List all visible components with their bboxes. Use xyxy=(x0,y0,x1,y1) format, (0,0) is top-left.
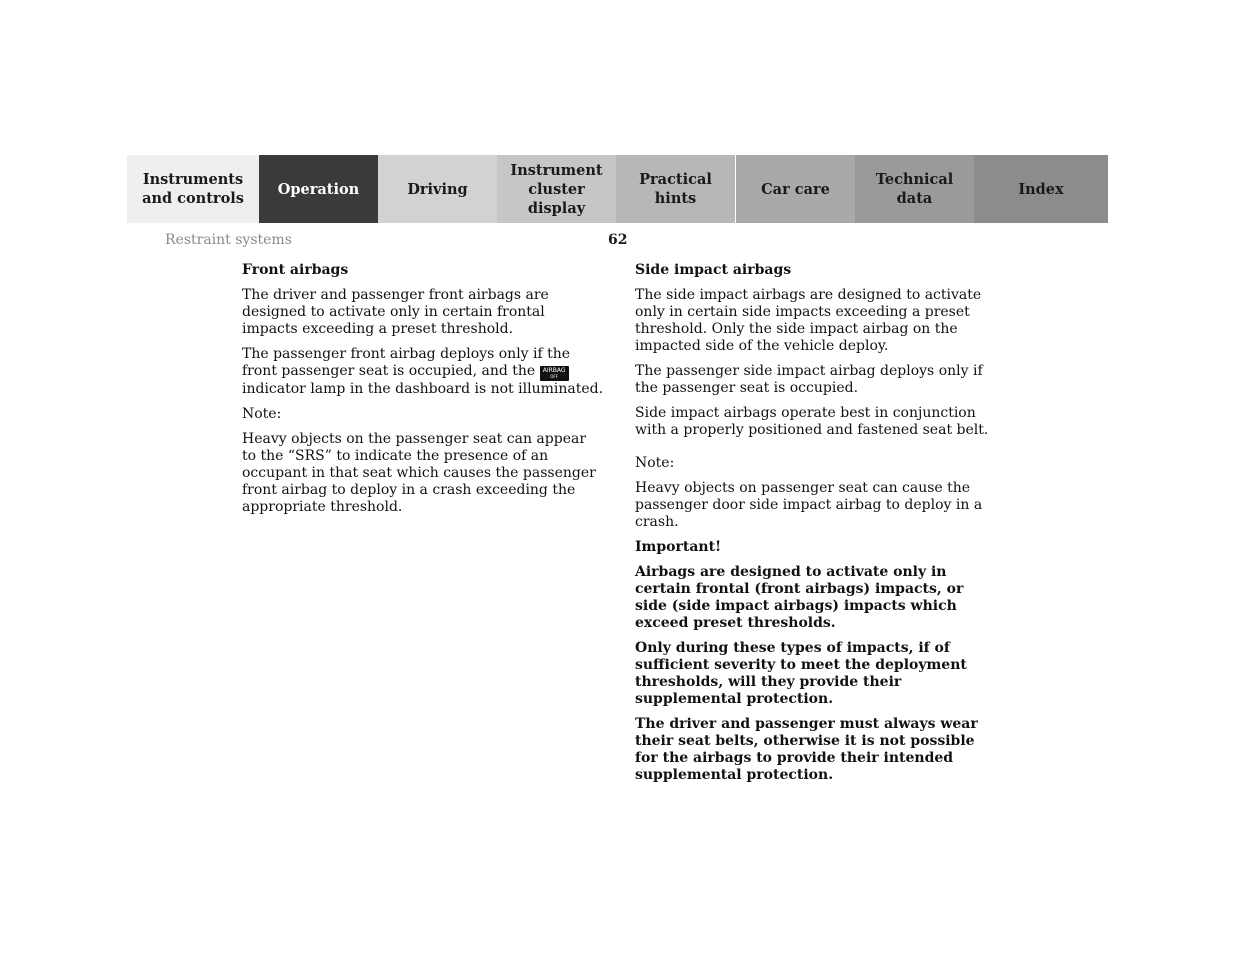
important-paragraph-3: The driver and passenger must always wear their seat belts, otherwise it is not possible for the airbags to provide their intended supplemental protection. xyxy=(635,716,978,783)
tab-operation[interactable]: Operation xyxy=(259,155,378,223)
side-impact-airbags-heading: Side impact airbags xyxy=(635,262,792,278)
tab-practical-hints[interactable]: Practical hints xyxy=(616,155,736,223)
tab-car-care[interactable]: Car care xyxy=(736,155,855,223)
page-number: 62 xyxy=(608,232,628,248)
side-airbags-paragraph-3: Side impact airbags operate best in conjunction with a properly positioned and fastened seat belt. xyxy=(635,405,989,438)
tab-driving[interactable]: Driving xyxy=(378,155,497,223)
airbag-icon-label: AIRBAG xyxy=(542,367,566,374)
passenger-airbag-text-start: The passenger front airbag deploys only if the front passenger seat is occupied, and the xyxy=(242,346,571,379)
airbag-icon-sublabel: OFF xyxy=(550,374,559,379)
airbag-off-indicator-icon xyxy=(540,366,569,381)
front-airbags-paragraph: The driver and passenger front airbags are designed to activate only in certain frontal impacts exceeding a preset threshold. xyxy=(242,287,549,337)
front-airbags-column xyxy=(242,262,604,524)
side-note-label: Note: xyxy=(635,455,675,471)
important-paragraph-2: Only during these types of impacts, if of sufficient severity to meet the deployment thresholds, will they provide their supplemental protection. xyxy=(635,640,967,707)
important-label: Important! xyxy=(635,539,722,555)
tab-index[interactable]: Index xyxy=(974,155,1108,223)
front-airbags-heading: Front airbags xyxy=(242,262,349,278)
passenger-airbag-text-end: indicator lamp in the dashboard is not illuminated. xyxy=(242,381,604,397)
front-note-label: Note: xyxy=(242,406,282,422)
front-note-text: Heavy objects on the passenger seat can appear to the “SRS” to indicate the presence of an occupant in that seat which causes the passenger front airbag to deploy in a crash exceeding the appropriate threshold. xyxy=(242,431,596,515)
side-airbags-paragraph-2: The passenger side impact airbag deploys only if the passenger seat is occupied. xyxy=(635,363,983,396)
side-airbags-paragraph-1: The side impact airbags are designed to activate only in certain side impacts exceeding a preset threshold. Only the side impact airbag on the impacted side of the vehicle deploy. xyxy=(635,287,982,354)
important-paragraph-1: Airbags are designed to activate only in certain frontal (front airbags) impacts, or side (side impact airbags) impacts which exceed preset thresholds. xyxy=(635,564,964,631)
section-tab-bar xyxy=(127,155,1108,223)
tab-instrument-cluster-display[interactable]: Instrument cluster display xyxy=(497,155,616,223)
side-impact-airbags-column xyxy=(635,262,995,792)
side-note-text: Heavy objects on passenger seat can cause the passenger door side impact airbag to deploy in a crash. xyxy=(635,480,983,530)
section-title: Restraint systems xyxy=(165,232,292,248)
tab-instruments-and-controls[interactable]: Instruments and controls xyxy=(127,155,259,223)
tab-technical-data[interactable]: Technical data xyxy=(855,155,974,223)
passenger-airbag-paragraph xyxy=(242,346,604,398)
